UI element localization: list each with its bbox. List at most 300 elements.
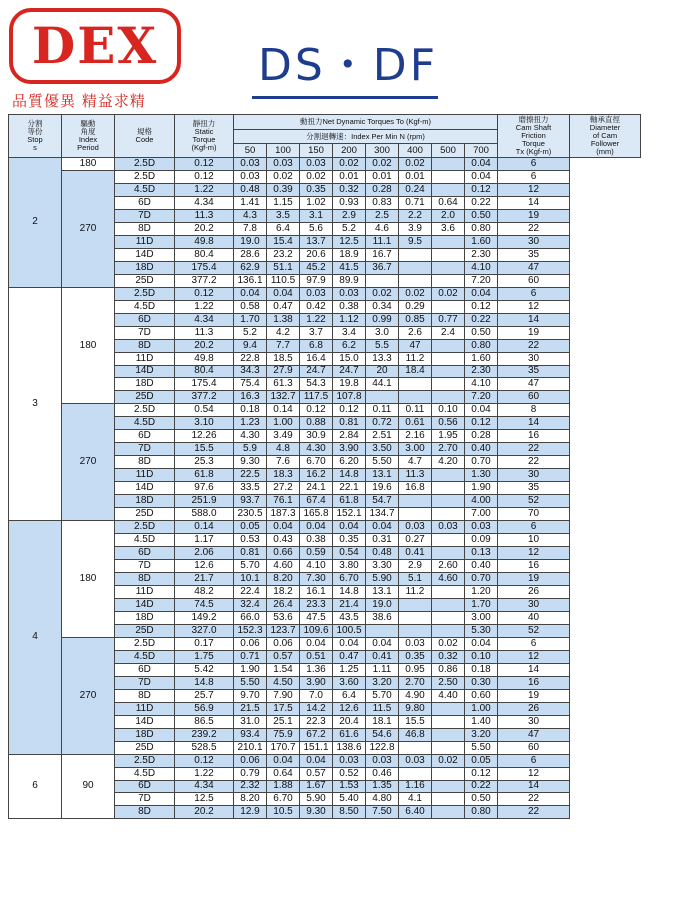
friction-cell: 7.20 (465, 274, 498, 287)
dynamic-torque-cell: 138.6 (333, 741, 366, 754)
static-torque-cell: 4.34 (175, 780, 234, 793)
static-torque-cell: 377.2 (175, 391, 234, 404)
dynamic-torque-cell: 5.50 (234, 676, 267, 689)
static-torque-cell: 0.12 (175, 170, 234, 183)
dynamic-torque-cell: 12.9 (234, 806, 267, 819)
header-static-torque (175, 115, 234, 158)
diameter-cell: 30 (498, 715, 570, 728)
dynamic-torque-cell: 11.3 (399, 469, 432, 482)
dynamic-torque-cell: 8.20 (234, 793, 267, 806)
diameter-cell: 22 (498, 793, 570, 806)
header-code-line: 規格 (137, 127, 152, 137)
dynamic-torque-cell: 38.6 (366, 611, 399, 624)
dynamic-torque-cell (399, 508, 432, 521)
friction-cell: 5.50 (465, 741, 498, 754)
dynamic-torque-cell: 7.0 (300, 689, 333, 702)
dynamic-torque-cell: 2.60 (432, 560, 465, 573)
dynamic-torque-cell: 14.8 (333, 585, 366, 598)
dynamic-torque-cell: 0.02 (300, 170, 333, 183)
header-diameter-line: Diameter (589, 123, 621, 133)
dynamic-torque-cell: 34.3 (234, 365, 267, 378)
code-cell: 2.5D (115, 754, 175, 767)
dynamic-torque-cell: 2.51 (366, 430, 399, 443)
dynamic-torque-cell (432, 624, 465, 637)
dynamic-torque-cell: 4.6 (366, 222, 399, 235)
dynamic-torque-cell (432, 806, 465, 819)
dynamic-torque-cell (432, 793, 465, 806)
static-torque-cell: 239.2 (175, 728, 234, 741)
dynamic-torque-cell: 0.18 (234, 404, 267, 417)
dynamic-torque-cell: 0.57 (267, 650, 300, 663)
dynamic-torque-cell (432, 585, 465, 598)
dynamic-torque-cell: 2.0 (432, 209, 465, 222)
dynamic-torque-cell: 5.90 (300, 793, 333, 806)
diameter-cell: 52 (498, 495, 570, 508)
header-rpm: 100 (267, 144, 300, 158)
diameter-cell: 19 (498, 209, 570, 222)
dynamic-torque-cell: 109.6 (300, 624, 333, 637)
dynamic-torque-cell: 0.39 (267, 183, 300, 196)
dynamic-torque-cell: 0.52 (333, 767, 366, 780)
static-torque-cell: 4.34 (175, 196, 234, 209)
dynamic-torque-cell: 2.2 (399, 209, 432, 222)
dynamic-torque-cell: 0.04 (300, 521, 333, 534)
dynamic-torque-cell: 170.7 (267, 741, 300, 754)
dynamic-torque-cell: 6.2 (333, 339, 366, 352)
dynamic-torque-cell: 5.2 (234, 326, 267, 339)
diameter-cell: 6 (498, 287, 570, 300)
header-period-line: 角度 (80, 127, 96, 137)
dynamic-torque-cell: 67.2 (300, 728, 333, 741)
dynamic-torque-cell: 0.32 (333, 183, 366, 196)
dynamic-torque-cell: 61.6 (333, 728, 366, 741)
dynamic-torque-cell: 0.03 (234, 170, 267, 183)
dynamic-torque-cell: 66.0 (234, 611, 267, 624)
dynamic-torque-cell: 2.9 (333, 209, 366, 222)
friction-cell: 5.30 (465, 624, 498, 637)
dynamic-torque-cell (432, 495, 465, 508)
dynamic-torque-cell: 1.25 (333, 663, 366, 676)
diameter-cell: 14 (498, 780, 570, 793)
dynamic-torque-cell: 1.00 (267, 417, 300, 430)
code-cell: 18D (115, 261, 175, 274)
dynamic-torque-cell (432, 352, 465, 365)
friction-cell: 0.13 (465, 547, 498, 560)
dynamic-torque-cell: 4.8 (267, 443, 300, 456)
dynamic-torque-cell: 0.03 (366, 754, 399, 767)
dynamic-torque-cell (432, 365, 465, 378)
stops-cell: 6 (9, 754, 62, 819)
static-torque-cell: 20.2 (175, 222, 234, 235)
dynamic-torque-cell: 16.8 (399, 482, 432, 495)
dynamic-torque-cell: 0.71 (399, 196, 432, 209)
dynamic-torque-cell: 0.03 (399, 637, 432, 650)
dynamic-torque-cell (432, 715, 465, 728)
table-row (9, 287, 641, 300)
dynamic-torque-cell: 2.32 (234, 780, 267, 793)
dynamic-torque-cell: 123.7 (267, 624, 300, 637)
dynamic-torque-cell (366, 391, 399, 404)
dynamic-torque-cell: 5.40 (333, 793, 366, 806)
diameter-cell: 47 (498, 261, 570, 274)
dynamic-torque-cell: 97.9 (300, 274, 333, 287)
dynamic-torque-cell: 11.5 (366, 702, 399, 715)
stops-cell: 3 (9, 287, 62, 520)
code-cell: 11D (115, 235, 175, 248)
dynamic-torque-cell (399, 391, 432, 404)
static-torque-cell: 14.8 (175, 676, 234, 689)
dynamic-torque-cell (432, 702, 465, 715)
code-cell: 18D (115, 495, 175, 508)
dynamic-torque-cell: 1.38 (267, 313, 300, 326)
static-torque-cell: 327.0 (175, 624, 234, 637)
dynamic-torque-cell: 54.6 (366, 728, 399, 741)
dynamic-torque-cell (432, 469, 465, 482)
friction-cell: 0.04 (465, 637, 498, 650)
dynamic-torque-cell: 0.27 (399, 534, 432, 547)
dynamic-torque-cell: 3.1 (300, 209, 333, 222)
code-cell: 14D (115, 365, 175, 378)
header-code-line: Code (135, 135, 154, 144)
dynamic-torque-cell: 5.90 (366, 573, 399, 586)
dynamic-torque-cell: 7.90 (267, 689, 300, 702)
diameter-cell: 22 (498, 456, 570, 469)
dynamic-torque-cell: 100.5 (333, 624, 366, 637)
header-dynamic-torque: 動扭力Net Dynamic Torques To (Kgf-m) (234, 115, 498, 130)
period-cell: 180 (62, 287, 115, 404)
dynamic-torque-cell: 51.1 (267, 261, 300, 274)
header-cam-line: Torque (522, 138, 545, 148)
dynamic-torque-cell: 6.8 (300, 339, 333, 352)
dynamic-torque-cell: 0.04 (366, 637, 399, 650)
dynamic-torque-cell: 32.4 (234, 598, 267, 611)
static-torque-cell: 20.2 (175, 339, 234, 352)
dynamic-torque-cell: 7.6 (267, 456, 300, 469)
dynamic-torque-cell: 47.5 (300, 611, 333, 624)
dynamic-torque-cell: 1.70 (234, 313, 267, 326)
code-cell: 2.5D (115, 404, 175, 417)
dynamic-torque-cell: 61.3 (267, 378, 300, 391)
dynamic-torque-cell: 0.03 (300, 287, 333, 300)
dynamic-torque-cell: 0.04 (300, 754, 333, 767)
logo-text: DEX (31, 16, 159, 75)
static-torque-cell: 0.14 (175, 521, 234, 534)
static-torque-cell: 21.7 (175, 573, 234, 586)
static-torque-cell: 11.3 (175, 326, 234, 339)
dynamic-torque-cell: 4.30 (234, 430, 267, 443)
dynamic-torque-cell: 28.6 (234, 248, 267, 261)
friction-cell: 0.22 (465, 780, 498, 793)
dynamic-torque-cell: 0.34 (366, 300, 399, 313)
dynamic-torque-cell: 13.7 (300, 235, 333, 248)
dynamic-torque-cell: 30.9 (300, 430, 333, 443)
diameter-cell: 60 (498, 741, 570, 754)
friction-cell: 1.60 (465, 352, 498, 365)
dynamic-torque-cell: 1.15 (267, 196, 300, 209)
friction-cell: 0.70 (465, 456, 498, 469)
dynamic-torque-cell: 2.9 (399, 560, 432, 573)
dynamic-torque-cell: 16.4 (300, 352, 333, 365)
dynamic-torque-cell: 0.06 (234, 637, 267, 650)
static-torque-cell: 97.6 (175, 482, 234, 495)
header-index-speed: 分割迴轉速：Index Per Min N (rpm) (234, 130, 498, 144)
dynamic-torque-cell: 0.04 (267, 287, 300, 300)
static-torque-cell: 1.22 (175, 300, 234, 313)
header-diameter-line: Follower (590, 138, 620, 148)
dynamic-torque-cell: 0.03 (234, 158, 267, 171)
dynamic-torque-cell: 6.4 (267, 222, 300, 235)
friction-cell: 0.40 (465, 443, 498, 456)
dynamic-torque-cell: 0.03 (333, 287, 366, 300)
code-cell: 4.5D (115, 300, 175, 313)
dynamic-torque-cell (399, 741, 432, 754)
dynamic-torque-cell: 6.70 (333, 573, 366, 586)
dynamic-torque-cell: 0.05 (234, 521, 267, 534)
code-cell: 8D (115, 689, 175, 702)
dynamic-torque-cell: 5.70 (234, 560, 267, 573)
dynamic-torque-cell: 0.38 (333, 300, 366, 313)
static-torque-cell: 5.42 (175, 663, 234, 676)
table-row (9, 521, 641, 534)
static-torque-cell: 48.2 (175, 585, 234, 598)
dynamic-torque-cell (432, 300, 465, 313)
friction-cell: 0.70 (465, 573, 498, 586)
period-cell: 90 (62, 754, 115, 819)
static-torque-cell: 175.4 (175, 378, 234, 391)
dynamic-torque-cell: 0.03 (432, 521, 465, 534)
dynamic-torque-cell: 0.53 (234, 534, 267, 547)
dynamic-torque-cell: 210.1 (234, 741, 267, 754)
dynamic-torque-cell: 0.66 (267, 547, 300, 560)
code-cell: 11D (115, 585, 175, 598)
diameter-cell: 22 (498, 806, 570, 819)
dynamic-torque-cell: 23.3 (300, 598, 333, 611)
dynamic-torque-cell (432, 534, 465, 547)
friction-cell: 1.90 (465, 482, 498, 495)
friction-cell: 1.20 (465, 585, 498, 598)
dynamic-torque-cell: 0.02 (432, 287, 465, 300)
diameter-cell: 35 (498, 482, 570, 495)
dynamic-torque-cell: 0.95 (399, 663, 432, 676)
dynamic-torque-cell (432, 378, 465, 391)
dynamic-torque-cell: 44.1 (366, 378, 399, 391)
header-period-line: Index (78, 135, 98, 144)
code-cell: 14D (115, 598, 175, 611)
friction-cell: 0.80 (465, 806, 498, 819)
dynamic-torque-cell (399, 767, 432, 780)
diameter-cell: 6 (498, 637, 570, 650)
static-torque-cell: 11.3 (175, 209, 234, 222)
static-torque-cell: 74.5 (175, 598, 234, 611)
dynamic-torque-cell (432, 261, 465, 274)
dynamic-torque-cell: 4.30 (300, 443, 333, 456)
dynamic-torque-cell: 27.9 (267, 365, 300, 378)
header-rpm: 400 (399, 144, 432, 158)
table-body (9, 158, 641, 819)
dynamic-torque-cell: 16.2 (300, 469, 333, 482)
period-cell: 180 (62, 158, 115, 171)
diameter-cell: 47 (498, 728, 570, 741)
static-torque-cell: 3.10 (175, 417, 234, 430)
dynamic-torque-cell: 9.70 (234, 689, 267, 702)
dynamic-torque-cell: 18.2 (267, 585, 300, 598)
friction-cell: 0.60 (465, 689, 498, 702)
header-stops-line: 等份 (27, 127, 43, 137)
dynamic-torque-cell: 18.9 (333, 248, 366, 261)
code-cell: 6D (115, 196, 175, 209)
header-rpm: 300 (366, 144, 399, 158)
period-cell: 270 (62, 404, 115, 521)
friction-cell: 3.00 (465, 611, 498, 624)
dynamic-torque-cell: 54.7 (366, 495, 399, 508)
diameter-cell: 16 (498, 430, 570, 443)
dynamic-torque-cell: 21.4 (333, 598, 366, 611)
static-torque-cell: 61.8 (175, 469, 234, 482)
dynamic-torque-cell: 10.5 (267, 806, 300, 819)
diameter-cell: 22 (498, 443, 570, 456)
dynamic-torque-cell: 0.01 (399, 170, 432, 183)
dynamic-torque-cell: 0.81 (333, 417, 366, 430)
dynamic-torque-cell: 31.0 (234, 715, 267, 728)
dynamic-torque-cell: 5.9 (234, 443, 267, 456)
dynamic-torque-cell: 5.50 (366, 456, 399, 469)
dynamic-torque-cell: 15.0 (333, 352, 366, 365)
diameter-cell: 30 (498, 352, 570, 365)
friction-cell: 0.10 (465, 650, 498, 663)
header-diameter-line: 軸承直徑 (590, 115, 620, 125)
dynamic-torque-cell: 5.2 (333, 222, 366, 235)
dynamic-torque-cell: 3.90 (333, 443, 366, 456)
dynamic-torque-cell: 11.2 (399, 585, 432, 598)
diameter-cell: 19 (498, 573, 570, 586)
dynamic-torque-cell: 93.7 (234, 495, 267, 508)
dynamic-torque-cell: 0.47 (333, 650, 366, 663)
code-cell: 14D (115, 482, 175, 495)
friction-cell: 0.09 (465, 534, 498, 547)
dynamic-torque-cell: 230.5 (234, 508, 267, 521)
dynamic-torque-cell: 1.36 (300, 663, 333, 676)
dynamic-torque-cell: 0.02 (432, 637, 465, 650)
dynamic-torque-cell: 14.2 (300, 702, 333, 715)
code-cell: 6D (115, 313, 175, 326)
friction-cell: 0.05 (465, 754, 498, 767)
dynamic-torque-cell: 13.1 (366, 585, 399, 598)
dynamic-torque-cell: 0.02 (432, 754, 465, 767)
dynamic-torque-cell: 110.5 (267, 274, 300, 287)
dynamic-torque-cell: 152.1 (333, 508, 366, 521)
dynamic-torque-cell: 4.2 (267, 326, 300, 339)
dynamic-torque-cell: 0.79 (234, 767, 267, 780)
header-rpm: 200 (333, 144, 366, 158)
dynamic-torque-cell: 3.60 (333, 676, 366, 689)
period-cell: 180 (62, 521, 115, 638)
dynamic-torque-cell: 1.53 (333, 780, 366, 793)
dynamic-torque-cell: 9.80 (399, 702, 432, 715)
table-row (9, 637, 641, 650)
header-period-line: Period (77, 142, 99, 152)
dynamic-torque-cell: 16.1 (300, 585, 333, 598)
static-torque-cell: 80.4 (175, 365, 234, 378)
dynamic-torque-cell: 62.9 (234, 261, 267, 274)
diameter-cell: 6 (498, 158, 570, 171)
header-cam-line: Friction (521, 131, 546, 141)
dynamic-torque-cell: 0.24 (399, 183, 432, 196)
dynamic-torque-cell: 13.3 (366, 352, 399, 365)
static-torque-cell: 12.26 (175, 430, 234, 443)
dynamic-torque-cell: 19.0 (234, 235, 267, 248)
dynamic-torque-cell: 12.5 (333, 235, 366, 248)
dynamic-torque-cell: 4.80 (366, 793, 399, 806)
dynamic-torque-cell: 22.1 (333, 482, 366, 495)
dynamic-torque-cell (399, 624, 432, 637)
header-cam-line: Tx (Kgf-m) (515, 146, 552, 156)
dynamic-torque-cell: 0.14 (267, 404, 300, 417)
dynamic-torque-cell: 3.5 (267, 209, 300, 222)
code-cell: 8D (115, 806, 175, 819)
title-underline (252, 96, 438, 99)
code-cell: 6D (115, 547, 175, 560)
code-cell: 7D (115, 676, 175, 689)
diameter-cell: 14 (498, 313, 570, 326)
dynamic-torque-cell: 3.7 (300, 326, 333, 339)
page-header (0, 0, 700, 113)
header-rpm: 50 (234, 144, 267, 158)
header-rpm: 500 (432, 144, 465, 158)
static-torque-cell: 15.5 (175, 443, 234, 456)
static-torque-cell: 25.7 (175, 689, 234, 702)
period-cell: 270 (62, 170, 115, 287)
dynamic-torque-cell: 4.1 (399, 793, 432, 806)
dynamic-torque-cell: 0.04 (267, 754, 300, 767)
diameter-cell: 22 (498, 339, 570, 352)
dynamic-torque-cell: 0.64 (432, 196, 465, 209)
dynamic-torque-cell: 9.30 (300, 806, 333, 819)
dynamic-torque-cell: 0.61 (399, 417, 432, 430)
dynamic-torque-cell: 0.29 (399, 300, 432, 313)
header-cam-shaft-friction (498, 115, 570, 158)
dynamic-torque-cell: 0.28 (366, 183, 399, 196)
dynamic-torque-cell: 0.81 (234, 547, 267, 560)
dynamic-torque-cell: 0.03 (267, 158, 300, 171)
code-cell: 2.5D (115, 170, 175, 183)
dynamic-torque-cell: 3.50 (366, 443, 399, 456)
dynamic-torque-cell: 0.02 (399, 287, 432, 300)
dynamic-torque-cell: 0.10 (432, 404, 465, 417)
dynamic-torque-cell: 0.85 (399, 313, 432, 326)
diameter-cell: 35 (498, 365, 570, 378)
dynamic-torque-cell: 22.4 (234, 585, 267, 598)
friction-cell: 3.20 (465, 728, 498, 741)
dynamic-torque-cell: 0.02 (366, 287, 399, 300)
dynamic-torque-cell: 151.1 (300, 741, 333, 754)
dynamic-torque-cell: 0.35 (399, 650, 432, 663)
dynamic-torque-cell: 0.56 (432, 417, 465, 430)
dynamic-torque-cell: 3.9 (399, 222, 432, 235)
code-cell: 7D (115, 443, 175, 456)
friction-cell: 0.50 (465, 209, 498, 222)
friction-cell: 0.22 (465, 313, 498, 326)
friction-cell: 7.20 (465, 391, 498, 404)
friction-cell: 4.10 (465, 261, 498, 274)
friction-cell: 0.30 (465, 676, 498, 689)
dynamic-torque-cell: 2.5 (366, 209, 399, 222)
dynamic-torque-cell: 0.04 (366, 521, 399, 534)
code-cell: 18D (115, 728, 175, 741)
dynamic-torque-cell: 0.02 (366, 158, 399, 171)
friction-cell: 1.70 (465, 598, 498, 611)
code-cell: 25D (115, 741, 175, 754)
dynamic-torque-cell: 43.5 (333, 611, 366, 624)
